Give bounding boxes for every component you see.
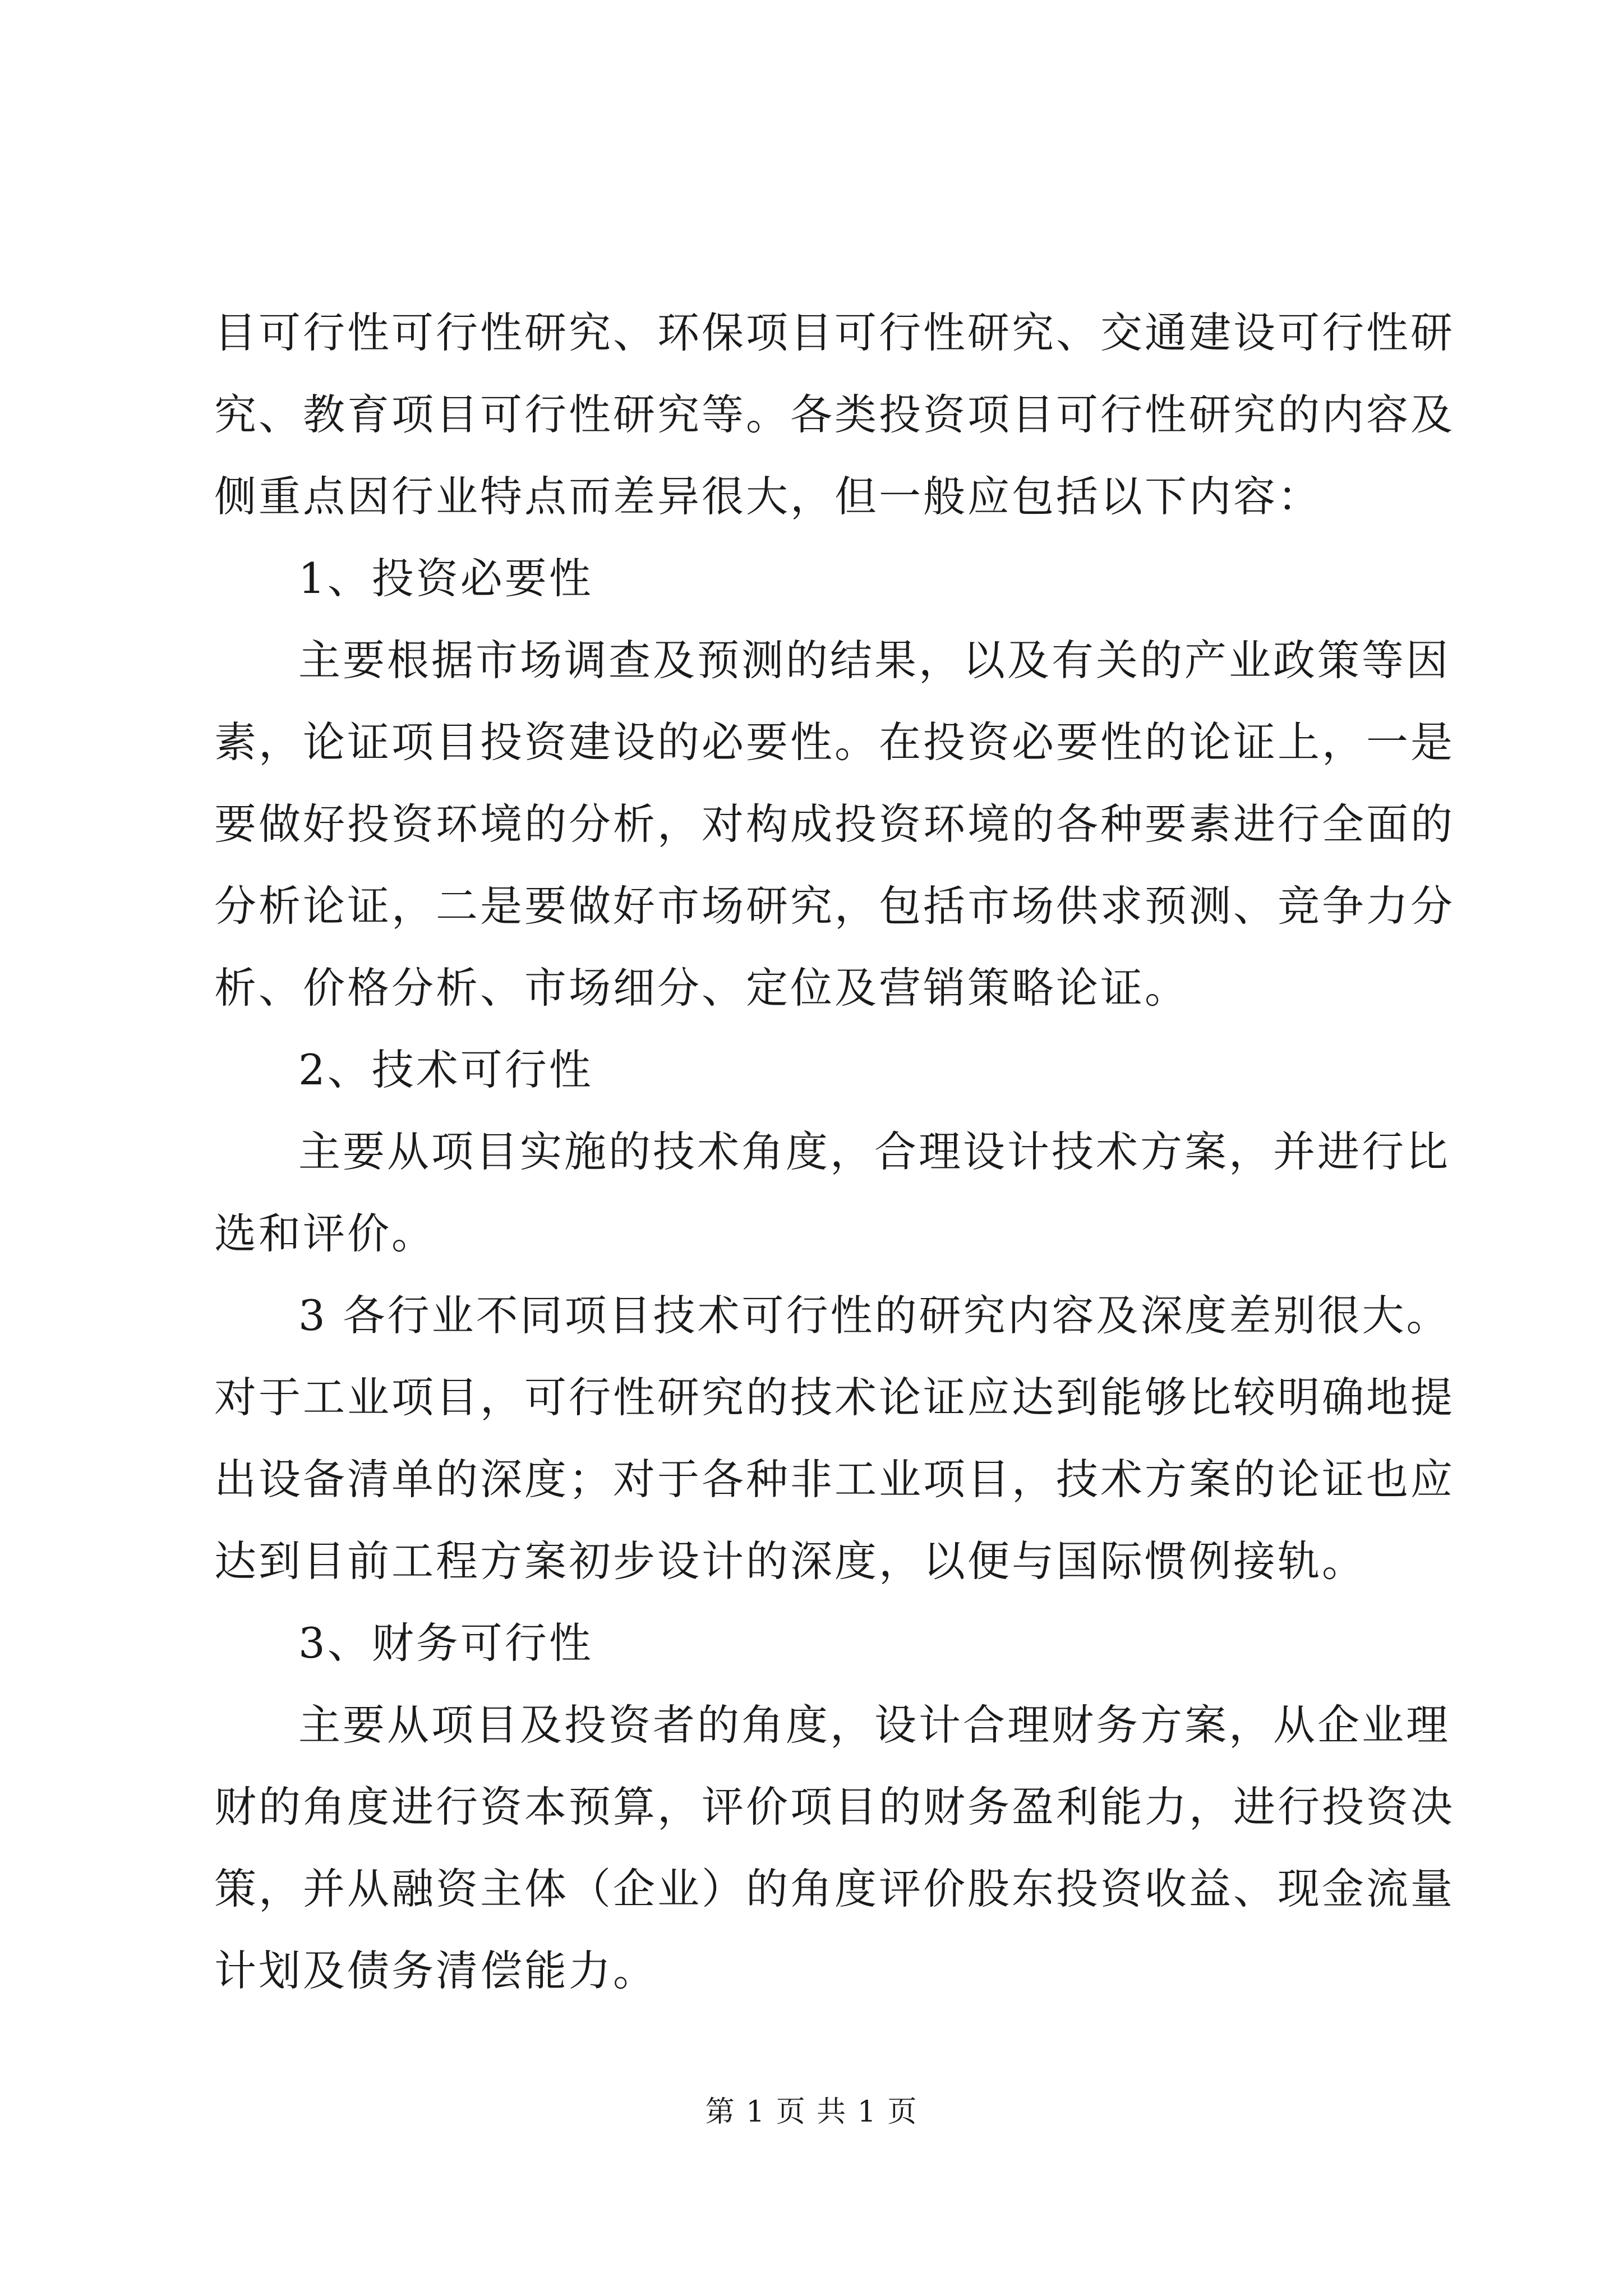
body-line: 3 各行业不同项目技术可行性的研究内容及深度差别很大。: [298, 1291, 1451, 1340]
body-line: 主要从项目实施的技术角度，合理设计技术方案，并进行比: [298, 1127, 1451, 1176]
body-line: 主要从项目及投资者的角度，设计合理财务方案，从企业理: [298, 1700, 1451, 1750]
body-line: 主要根据市场调查及预测的结果，以及有关的产业政策等因: [298, 636, 1451, 685]
body-line: 计划及债务清偿能力。: [214, 1946, 658, 1995]
section-heading-investment-necessity: 1、投资必要性: [298, 554, 593, 603]
body-line: 目可行性可行性研究、环保项目可行性研究、交通建设可行性研: [214, 308, 1455, 357]
body-line: 析、价格分析、市场细分、定位及营销策略论证。: [214, 963, 1189, 1013]
body-line: 策，并从融资主体（企业）的角度评价股东投资收益、现金流量: [214, 1864, 1455, 1913]
document-body: [214, 292, 1455, 2012]
body-line: 对于工业项目，可行性研究的技术论证应达到能够比较明确地提: [214, 1373, 1455, 1422]
body-line: 素，论证项目投资建设的必要性。在投资必要性的论证上，一是: [214, 717, 1455, 767]
page-number-footer: 第 1 页 共 1 页: [705, 2095, 918, 2129]
body-line: 要做好投资环境的分析，对构成投资环境的各种要素进行全面的: [214, 799, 1455, 849]
body-line: 究、教育项目可行性研究等。各类投资项目可行性研究的内容及: [214, 390, 1455, 439]
body-line: 分析论证，二是要做好市场研究，包括市场供求预测、竞争力分: [214, 881, 1455, 931]
body-line: 选和评价。: [214, 1209, 436, 1258]
body-line: 侧重点因行业特点而差异很大，但一般应包括以下内容：: [214, 472, 1322, 521]
body-line: 财的角度进行资本预算，评价项目的财务盈利能力，进行投资决: [214, 1782, 1455, 1832]
body-line: 达到目前工程方案初步设计的深度，以便与国际惯例接轨。: [214, 1536, 1367, 1586]
body-line: 出设备清单的深度；对于各种非工业项目，技术方案的论证也应: [214, 1455, 1455, 1504]
section-heading-technical-feasibility: 2、技术可行性: [298, 1045, 593, 1094]
section-heading-financial-feasibility: 3、财务可行性: [298, 1618, 593, 1668]
